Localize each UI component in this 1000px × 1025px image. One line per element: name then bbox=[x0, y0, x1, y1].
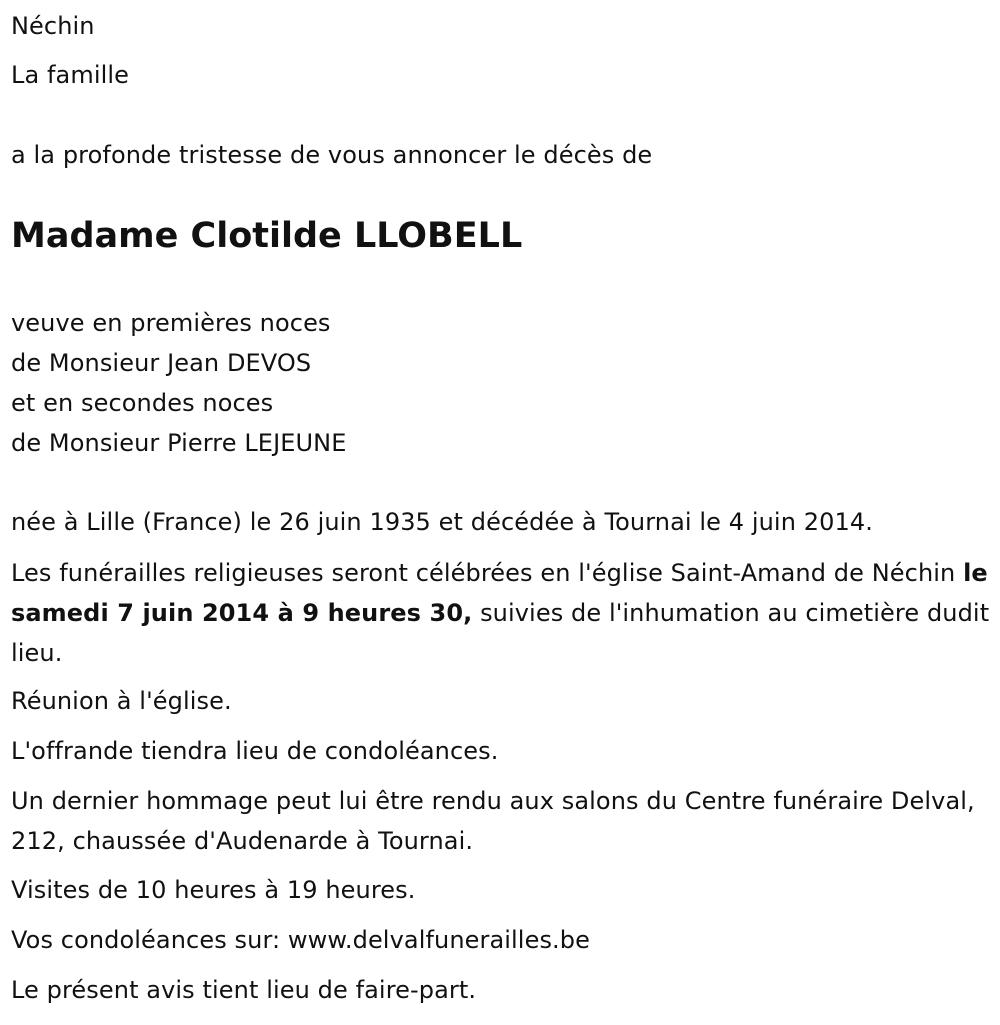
deceased-name: Madame Clotilde LLOBELL bbox=[11, 216, 523, 256]
marriage-line: de Monsieur Pierre LEJEUNE bbox=[11, 429, 347, 457]
marriage-line: veuve en premières noces bbox=[11, 309, 331, 337]
notice-announcement: a la profonde tristesse de vous annoncer le décès de bbox=[11, 141, 653, 169]
condolences-line: Vos condoléances sur: www.delvalfunerailles.be bbox=[11, 926, 590, 954]
closing-line: Le présent avis tient lieu de faire-part. bbox=[11, 976, 477, 1004]
meeting-line: Réunion à l'église. bbox=[11, 687, 232, 715]
marriage-line: de Monsieur Jean DEVOS bbox=[11, 349, 312, 377]
offering-line: L'offrande tiendra lieu de condoléances. bbox=[11, 737, 499, 765]
funeral-text-end: suivies de l'inhumation au cimetière dudit lieu. bbox=[11, 599, 990, 667]
visits-line: Visites de 10 heures à 19 heures. bbox=[11, 876, 416, 904]
funeral-date-time: le samedi 7 juin 2014 à 9 heures 30, bbox=[11, 559, 988, 627]
birth-death-line: née à Lille (France) le 26 juin 1935 et décédée à Tournai le 4 juin 2014. bbox=[11, 508, 873, 536]
marriage-line: et en secondes noces bbox=[11, 389, 274, 417]
funeral-text-start: Les funérailles religieuses seront célébrées en l'église Saint-Amand de Néchin bbox=[11, 559, 964, 587]
notice-place: Néchin bbox=[11, 12, 95, 40]
notice-family: La famille bbox=[11, 61, 130, 89]
tribute-paragraph: Un dernier hommage peut lui être rendu aux salons du Centre funéraire Delval, 212, chaussée d'Audenarde à Tournai. bbox=[11, 787, 975, 855]
funeral-paragraph bbox=[11, 553, 991, 673]
